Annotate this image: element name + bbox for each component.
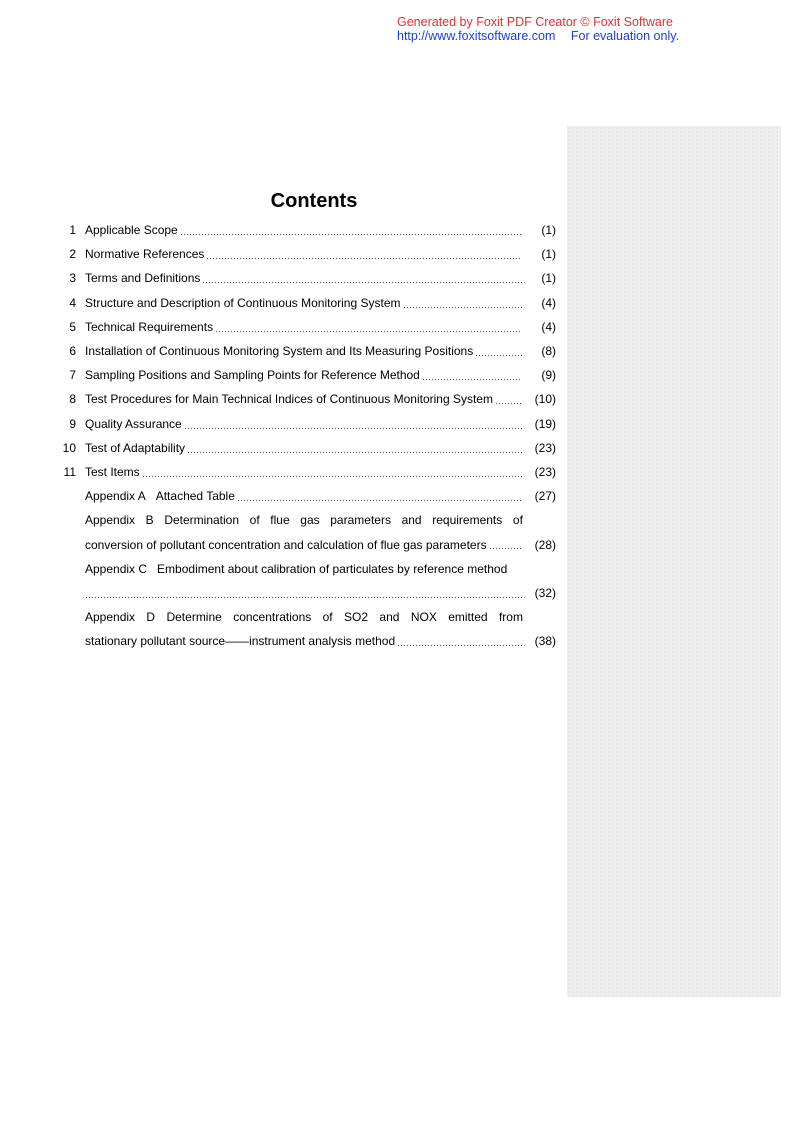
toc-entry-body — [85, 266, 556, 290]
dot-leader — [202, 266, 522, 290]
watermark-url-line — [397, 29, 679, 43]
dot-leader — [495, 387, 522, 411]
toc-entry-body — [85, 508, 556, 532]
dot-leader — [184, 412, 522, 436]
toc-entry-label: Normative References — [85, 247, 205, 262]
toc-entry-appendix-b-line1[interactable] — [56, 508, 556, 532]
toc-entry-label — [85, 562, 507, 576]
heading-word: of — [512, 513, 523, 528]
toc-entry[interactable] — [56, 363, 556, 387]
comment-margin-panel — [567, 126, 781, 997]
toc-entry-body — [85, 484, 556, 508]
toc-entry-label: Structure and Description of Continuous Monitoring System — [85, 295, 401, 310]
toc-entry[interactable] — [56, 436, 556, 460]
toc-entry-number: 8 — [69, 392, 76, 407]
heading-word: flue — [270, 513, 290, 528]
toc-entry[interactable] — [56, 339, 556, 363]
toc-entry-number: 6 — [69, 344, 76, 359]
toc-entry[interactable] — [56, 460, 556, 484]
toc-entry-label: Terms and Definitions — [85, 271, 201, 286]
toc-entry-label: Quality Assurance — [85, 416, 182, 431]
heading-word: and — [401, 513, 422, 528]
toc-entries — [56, 218, 556, 484]
heading-word: Appendix — [85, 610, 136, 625]
toc-entry-page: (27) — [534, 489, 556, 504]
toc-entry-number: 11 — [63, 464, 76, 479]
heading-word: B — [145, 513, 154, 528]
toc-entry-page: (23) — [534, 440, 556, 455]
heading-word: Determine — [166, 610, 222, 625]
heading-word: gas — [300, 513, 320, 528]
toc-entry-page: (4) — [541, 295, 556, 310]
appendix-prefix: Appendix A — [85, 489, 146, 504]
dot-leader — [187, 436, 522, 460]
page-title: Contents — [270, 190, 358, 212]
watermark-creator-text: Generated by Foxit PDF Creator © Foxit Software — [397, 15, 673, 29]
toc-entry-appendix-c-line1[interactable] — [56, 557, 556, 581]
toc-entry-number: 2 — [69, 247, 76, 262]
heading-word: concentrations — [233, 610, 312, 625]
toc-entry-label: Test Procedures for Main Technical Indices of Continuous Monitoring System — [85, 392, 493, 407]
toc-entry-number: 9 — [69, 416, 76, 431]
toc-entry-appendix-a[interactable] — [56, 484, 556, 508]
toc-entry-label: conversion of pollutant concentration and calculation of flue gas parameters — [85, 537, 487, 552]
toc-entry-page: (1) — [541, 271, 556, 286]
toc-entry-number: 7 — [69, 368, 76, 383]
toc-entry-label: Technical Requirements — [85, 319, 214, 334]
watermark-eval-text: For evaluation only. — [570, 29, 680, 43]
dot-leader — [215, 315, 522, 339]
heading-word: parameters — [330, 513, 391, 528]
toc-entry-page: (9) — [541, 368, 556, 383]
toc-entry-page: (28) — [534, 537, 556, 552]
toc-entry[interactable] — [56, 291, 556, 315]
toc-entry-number: 4 — [69, 295, 76, 310]
toc-entry-page: (4) — [541, 319, 556, 334]
toc-entry-appendix-d-line1[interactable] — [56, 605, 556, 629]
toc-entry-body — [85, 629, 556, 653]
heading-word: Appendix — [85, 513, 136, 528]
heading-word: emitted — [448, 610, 488, 625]
heading-word: requirements — [432, 513, 503, 528]
heading-word: of — [249, 513, 260, 528]
heading-word: of — [322, 610, 333, 625]
toc-entry-body — [85, 460, 556, 484]
toc-entry[interactable] — [56, 412, 556, 436]
dot-leader — [142, 460, 522, 484]
toc-entry-label: Installation of Continuous Monitoring System and Its Measuring Positions — [85, 344, 474, 359]
toc-entry-appendix-d-line2[interactable] — [56, 629, 556, 653]
toc-entry-number: 10 — [62, 440, 76, 455]
dot-leader — [180, 218, 522, 242]
toc-entry[interactable] — [56, 387, 556, 411]
toc-entry-label: Applicable Scope — [85, 223, 178, 238]
heading-word: from — [498, 610, 523, 625]
appendix-d-heading — [85, 610, 523, 624]
dot-leader — [489, 532, 522, 556]
appendix-prefix: Appendix C — [85, 561, 148, 576]
toc-entry-page: (1) — [541, 247, 556, 262]
heading-word: and — [379, 610, 400, 625]
toc-entry[interactable] — [56, 218, 556, 242]
toc-entry-body — [85, 581, 556, 605]
appendix-title: Embodiment about calibration of particulates by reference method — [157, 561, 508, 576]
toc-entry-number: 5 — [69, 319, 76, 334]
toc-entry-body — [85, 387, 556, 411]
toc-entry-page: (19) — [534, 416, 556, 431]
heading-word: SO2 — [344, 610, 369, 625]
toc-entry-label — [85, 489, 235, 503]
dot-leader — [206, 242, 522, 266]
watermark — [397, 15, 679, 43]
heading-word: NOX — [410, 610, 437, 625]
toc-entry-body — [85, 291, 556, 315]
toc-entry-body — [85, 532, 556, 556]
toc-entry-page: (38) — [534, 634, 556, 649]
toc-entry-page: (10) — [534, 392, 556, 407]
toc-entry-body — [85, 339, 556, 363]
toc-entry-body — [85, 363, 556, 387]
appendix-b-heading — [85, 513, 523, 527]
toc-entry-body — [85, 557, 556, 581]
table-of-contents — [56, 218, 556, 653]
dot-leader — [403, 291, 523, 315]
toc-entry-label: Test of Adaptability — [85, 440, 186, 455]
toc-entry-number: 1 — [69, 223, 76, 238]
toc-entry[interactable] — [56, 315, 556, 339]
toc-entry-page: (23) — [534, 464, 556, 479]
dot-leader — [85, 581, 522, 605]
toc-entry-body — [85, 315, 556, 339]
watermark-url[interactable]: http://www.foxitsoftware.com — [397, 29, 556, 43]
toc-entry-appendix-c-line2[interactable] — [56, 581, 556, 605]
toc-entry-body — [85, 218, 556, 242]
dot-leader — [475, 339, 522, 363]
heading-word: Determination — [164, 513, 240, 528]
toc-entry-label: stationary pollutant source——instrument analysis method — [85, 634, 396, 649]
toc-entry-appendix-b-line2[interactable] — [56, 532, 556, 556]
dot-leader — [422, 363, 522, 387]
toc-entry-body — [85, 242, 556, 266]
toc-entry[interactable] — [56, 266, 556, 290]
heading-word: D — [146, 610, 156, 625]
toc-entry-body — [85, 412, 556, 436]
toc-entry[interactable] — [56, 242, 556, 266]
toc-entry-page: (1) — [541, 223, 556, 238]
toc-entry-page: (32) — [534, 585, 556, 600]
toc-entry-body — [85, 436, 556, 460]
dot-leader — [397, 629, 522, 653]
toc-entry-page: (8) — [541, 344, 556, 359]
dot-leader — [237, 484, 522, 508]
appendix-title: Attached Table — [155, 489, 235, 504]
toc-entry-body — [85, 605, 556, 629]
toc-entry-label: Sampling Positions and Sampling Points for Reference Method — [85, 368, 420, 383]
toc-entry-number: 3 — [69, 271, 76, 286]
toc-entry-label: Test Items — [85, 464, 140, 479]
